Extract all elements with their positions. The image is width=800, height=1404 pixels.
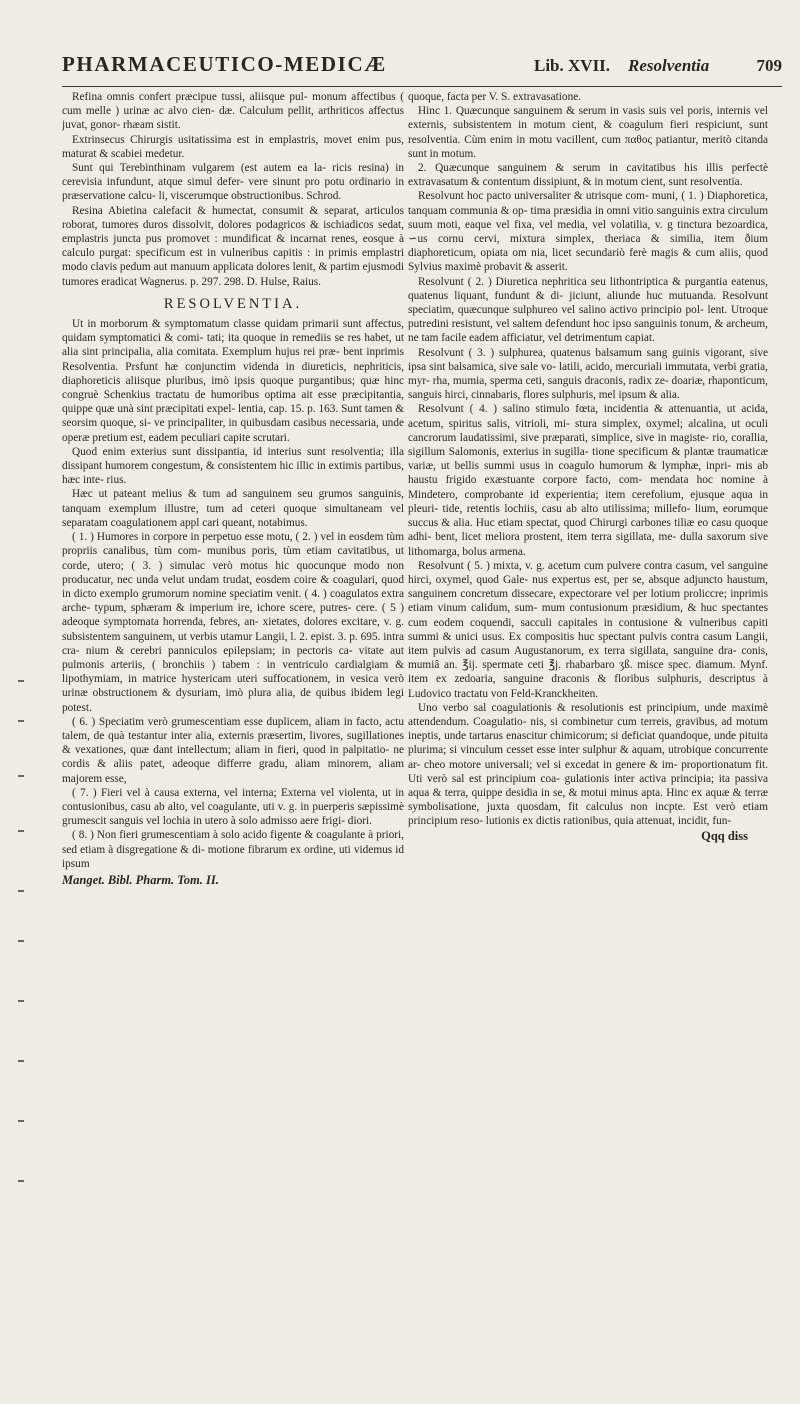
paragraph: Sunt qui Terebinthinam vulgarem (est autem ea la- ricis resina) in cerevisia infundunt, atque simul defer- vere sinunt pro potu ordinario in præservatione calcu- li, viscerumque obstructionibus. Schrod. bbox=[62, 162, 404, 203]
paragraph: Resina Abietina calefacit & humectat, consumit & separat, articulos roborat, tumores duros dissolvit, dolores podagricos & ischiadicos sedat, emplastris juncta pus promovet : mundificat & incarnat renes, eosque à calculo purgat: specificum est in vulneribus capitis : in primis emplastri modo clavis pedum aut manuum applicata dolores lenit, & partim ejusmodi tumores eradicat Wagnerus. p. 297. 298. D. Hulse, Raius. bbox=[62, 204, 404, 288]
paragraph: ( 7. ) Fieri vel à causa externa, vel interna; Externa vel violenta, ut in contusionibus, casu ab alto, vel coagulante, uti v. g. in puerperis sæpissimè grumescit sanguis vel lochia in utero à solo admisso aere frigi- diori. bbox=[62, 786, 404, 828]
paragraph: 2. Quæcunque sanguinem & serum in cavitatibus his illis perfectè extravasatum & contentum dissipiunt, & in motum cient, sunt resolventia. bbox=[408, 162, 768, 189]
paragraph: Resolvunt ( 3. ) sulphurea, quatenus balsamum sang guinis vigorant, sive ipsa sint balsamica, sive sale vo- latili, acido, mercuriali immutata, verbi gratia, myr- rha, mumia, sperma ceti, sanguis draconis, radix ze- doariæ, rhaponticum, sanguis hirci, cinnabaris, flores sulphuris, mel ipsum & alia. bbox=[408, 346, 768, 402]
paragraph: Hæc ut pateant melius & tum ad sanguinem seu grumos sanguinis, tanquam exemplum illustre, tum ad ceteri quoque simultaneam vel separatam coagulationem appl cari queant, notabimus. bbox=[62, 488, 404, 529]
paragraph: Extrinsecus Chirurgis usitatissima est in emplastris, movet enim pus, maturat & scabiei medetur. bbox=[62, 133, 404, 160]
paragraph: Refina omnis confert præcipue tussi, aliisque pul- monum affectibus ( cum melle ) urinæ ac alvo cien- dæ. Calculum pellit, arthriticos affectus juvat, gonor- rhæam sistit. bbox=[62, 91, 404, 132]
paragraph: ( 1. ) Humores in corpore in perpetuo esse motu, ( 2. ) vel in eosdem tùm propriis canalibus, tùm com- munibus poris, tùm etiam cavitatibus, ut corde, utero; ( 3. ) simulac verò motus hic quocunque modo non producatur, nec unda velut undam trudat, eosdem coire & coagulari, quod in dicto exemplo grumorum nomine speciatim venit. ( 4. ) coagulatos extra arche- typum, sphæram & imperium ire, ichore scere, putres- cere. ( 5 ) adeoque symptomata horrenda, febres, an- xietates, dolores excitare, v. g. subsistentem sanguinem, ut verbis utamur Langii, l. 2. epist. 3. p. 695. intra cra- nium & cerebri panniculos epilepsiam; in pectoris ca- vitate aut pulmonis arteriis, ( bronchiis ) tabem : in ventriculo cardialgiam & lipothymiam, in matrice hystericam uteri suffocationem, in vesica verò urinæ obstructionem & dysuriam, imò plura alia, de quibus ibidem legi potest. bbox=[62, 531, 404, 714]
paragraph: Quod enim exterius sunt dissipantia, id interius sunt resolventia; illa dissipant humorem congestum, & consistentem hic illic in extimis partibus, hæc inte- rius. bbox=[62, 445, 404, 487]
header-book: Lib. XVII. bbox=[534, 56, 611, 75]
paragraph: ( 6. ) Speciatim verò grumescentiam esse duplicem, aliam in facto, actu talem, de quà testantur inter alia, externis præsertim, livores, sugillationes & vexationes, quæ dant intellectum; aliam in fieri, quod in palpitatio- ne cordis & aliis patet, adeoque differre gradu, aliam minorem, aliam majorem esse, bbox=[62, 715, 404, 785]
section-heading: RESOLVENTIA. bbox=[163, 295, 303, 312]
paragraph: Resolvunt ( 2. ) Diuretica nephritica seu lithontriptica & purgantia eatenus, quatenus liquant, fundunt & di- jiciunt, aliunde huc mutuanda. Resolvunt speciatim, quæcunque sulphureo vel salino activo principio pol- lent. Utroque putredini resistunt, vel saltem defendunt hoc ipso sanguinis tonum, & archeum, ne tam facile eadem afficiatur, vel detrimentum capiat. bbox=[408, 275, 768, 345]
paragraph: Ut in morborum & symptomatum classe quidam primarii sunt affectus, quidam symptomatici & comi- tati; ita quoque in remediis se res habet, ut alia sint principalia, alia comitata. Exemplum hujus rei præ- bent inprimis Resolventia. Prsfunt hæ conjunctim videnda in diureticis, nephriticis, diaphoreticis aliisque pluribus, imò ipsis quoque purgantibus; quæ hinc congruè Schenkius tractatu de humoribus optima ait esse præcipitantia, quippe quæ unà sint præcipitati expel- lentia, cap. 15. p. 163. Sunt tamen & seorsim quoque, si- ve principaliter, in quibusdam casibus necessaria, unde operæ pretium est, eadem peculiari capite scrutari. bbox=[62, 318, 404, 444]
paragraph: Hinc 1. Quæcunque sanguinem & serum in vasis suis vel poris, internis vel externis, subsistentem in motum cient, & coagulum fieri respiciunt, sunt resolventia. Cùm enim in motu vacillent, cum παθος patiantur, meritò citanda sunt in motum. bbox=[408, 105, 768, 160]
paragraph: quoque, facta per V. S. extravasatione. bbox=[408, 91, 582, 103]
header-section: Resolventia bbox=[628, 56, 710, 75]
paragraph: Resolvunt ( 4. ) salino stimulo fœta, incidentia & attenuantia, ut acida, acetum, spiritus salis, vitrioli, mi- stura simplex, oxymel; alcalina, ut oculi cancrorum laudatissimi, sive præparati, simplice, sive in magiste- rio, corallia, sigillum Salomonis, exterius in sugilla- tione specificum & plantæ traumaticæ variæ, ut bellis summi usus in coagulo humorum & lymphæ, inpri- mis ab haustu frigido exæstuante corpore facto, com- mendata hoc nomine à Mindetero, comprobante id experientia; item cerefolium, ejusque aqua in pleuri- tide, retentis lochiis, casu ab alto utilissima; millefo- lium, eorumque succus & alia. Huc etiam spectat, quod Chirurgi carbones tiliæ eo casu quoque adhi- bent, licet meliora prostent, item terra sigillata, me- dulla saxorum sive lithomarga, bolus armena. bbox=[408, 403, 768, 558]
running-header bbox=[62, 50, 782, 87]
binding-edge-marks bbox=[8, 680, 38, 1200]
paragraph: ( 8. ) Non fieri grumescentiam à solo acido figente & coagulante à priori, sed etiam à disgregatione & di- motione fibrarum ex ordine, uti videmus id ipsum bbox=[62, 829, 404, 870]
paragraph: Resolvunt ( 5. ) mixta, v. g. acetum cum pulvere contra casum, vel sanguine hirci, oxymel, quod Gale- nus expertus est, per se, absque adjuncto haustum, sanguinem concretum dissecare, expectorare vel per lotium proliccre; inprimis etiam vinum calidum, sum- mum contusionum præsidium, & huc spectantes cum eodem coquendi, sacculi capitales in contusione & vulneribus capiti summi & unici usus. Ex compositis huc spectant pulvis contra casum Langii, item pulvis ad casum Augustanorum, ex terra sigillata, sanguine dra- conis, mumiâ an. ℥ij. spermate ceti ℥j. rhabarbaro ʒß. misce spec. diamum. Mynf. item ex zedoaria, sanguine draconis & floribus sulphuris, descriptus à Ludovico tractatu von Feld-Kranckheiten. bbox=[408, 559, 768, 700]
header-title: PHARMACEUTICO-MEDICÆ bbox=[62, 52, 387, 76]
page-number: 709 bbox=[756, 56, 782, 75]
paragraph: Resolvunt hoc pacto universaliter & utrisque com- muni, ( 1. ) Diaphoretica, tanquam communia & op- tima præsidia in omni vitio sanguinis extra circulum suum moti, eaque vel fixa, vel media, vel volatilia, v. g tinctura bezoardica, ∽us cornu cervi, mixtura simplex, theriaca & similia, item ðium diaphoreticum, opiata om nia, licet secundariò ferè magis & cum aliis, quod Sylvius maximè probavit & asserit. bbox=[408, 190, 768, 274]
catchword: Qqq diss bbox=[701, 828, 748, 843]
signature-line: Manget. Bibl. Pharm. Tom. II. bbox=[62, 872, 219, 887]
paragraph: Uno verbo sal coagulationis & resolutionis est principium, unde maximè attendendum. Coagulatio- nis, si combinetur cum terreis, gravibus, ad motum ineptis, unde tartarus enascitur chimicorum; si deficiat quandoque, unde pituita plurima; si vinculum cesset esse inter sulphur & aquam, utrobique concurrente ar- cheo motore universali; vel si excedat in genere & im- proportionatum fit. Uti verò sal est principium coa- gulationis inter activa principia; ita passiva aqua & terra, quippe desidia in se, & motui minus apta. Hinc ex aquæ & terræ symbolisatione, juxta quosdam, fit calculus non incpte. Est verò etiam principium reso- lutionis ex dictis rationibus, quia attenuat, incidit, fun- bbox=[408, 701, 768, 828]
left-column bbox=[62, 90, 404, 1290]
right-column bbox=[408, 90, 768, 1290]
